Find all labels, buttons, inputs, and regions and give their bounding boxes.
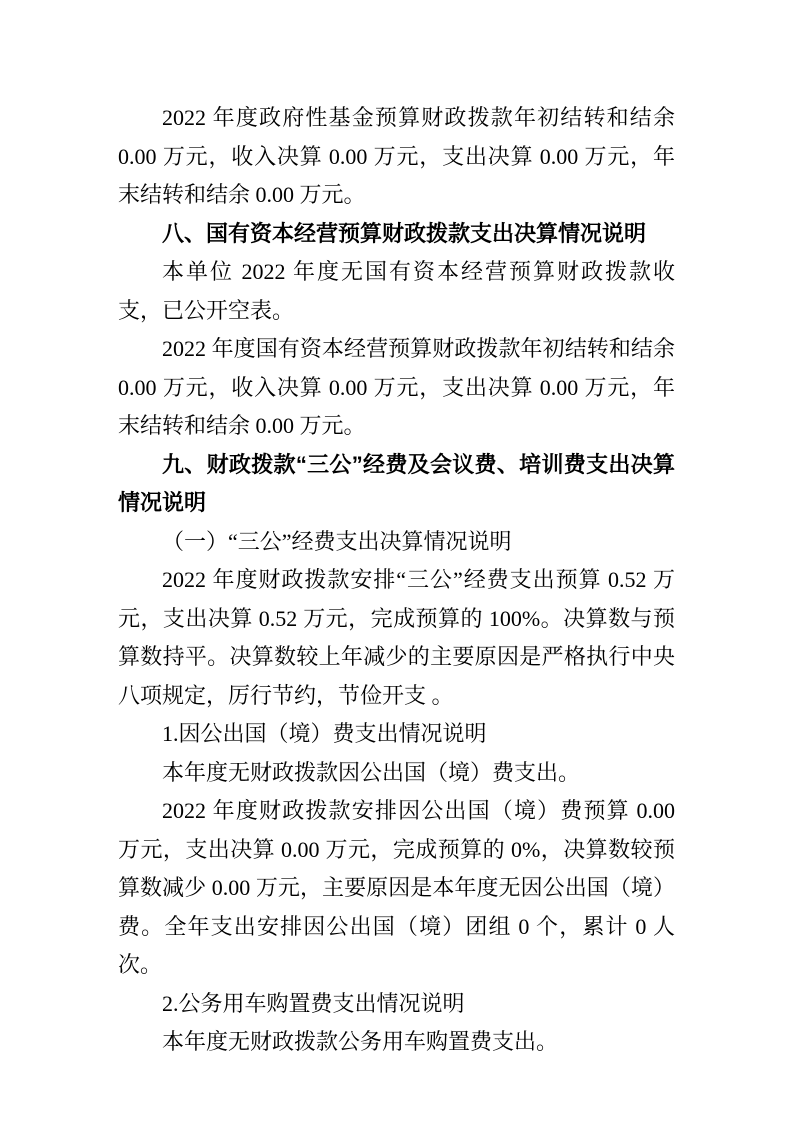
document-body [118, 99, 675, 1062]
paragraph-three-public-expenses-summary: 2022 年度财政拨款安排“三公”经费支出预算 0.52 万元，支出决算 0.52 万元，完成预算的 100%。决算数与预算数持平。决算数较上年减少的主要原因是严格执行中央八项规定，厉行节约，节俭开支 。 [118, 567, 675, 708]
paragraph-overseas-trip-expenses-detail: 2022 年度财政拨款安排因公出国（境）费预算 0.00 万元，支出决算 0.00 万元，完成预算的 0%，决算数较预算数减少 0.00 万元，主要原因是本年度无因公出国（境）费。全年支出安排因公出国（境）团组 0 个，累计 0 人次。 [118, 798, 675, 977]
heading-section-eight-soc-budget: 八、国有资本经营预算财政拨款支出决算情况说明 [162, 220, 647, 246]
paragraph-gov-fund-budget-summary: 2022 年度政府性基金预算财政拨款年初结转和结余 0.00 万元，收入决算 0.00 万元，支出决算 0.00 万元，年末结转和结余 0.00 万元。 [118, 105, 675, 207]
subheading-overseas-trip-expenses: 1.因公出国（境）费支出情况说明 [162, 721, 487, 746]
heading-section-nine-three-public-expenses: 九、财政拨款“三公”经费及会议费、培训费支出决算情况说明 [118, 451, 675, 515]
paragraph-soc-budget-summary: 2022 年度国有资本经营预算财政拨款年初结转和结余 0.00 万元，收入决算 0.00 万元，支出决算 0.00 万元，年末结转和结余 0.00 万元。 [118, 336, 675, 438]
paragraph-no-soc-budget-statement: 本单位 2022 年度无国有资本经营预算财政拨款收支，已公开空表。 [118, 259, 675, 323]
paragraph-no-official-vehicle-purchase-expenses: 本年度无财政拨款公务用车购置费支出。 [162, 1029, 559, 1054]
paragraph-no-overseas-trip-expenses: 本年度无财政拨款因公出国（境）费支出。 [162, 759, 581, 785]
subheading-official-vehicle-purchase-expenses: 2.公务用车购置费支出情况说明 [162, 990, 465, 1016]
subheading-three-public-expenses-explanation: （一）“三公”经费支出决算情况说明 [162, 528, 512, 554]
